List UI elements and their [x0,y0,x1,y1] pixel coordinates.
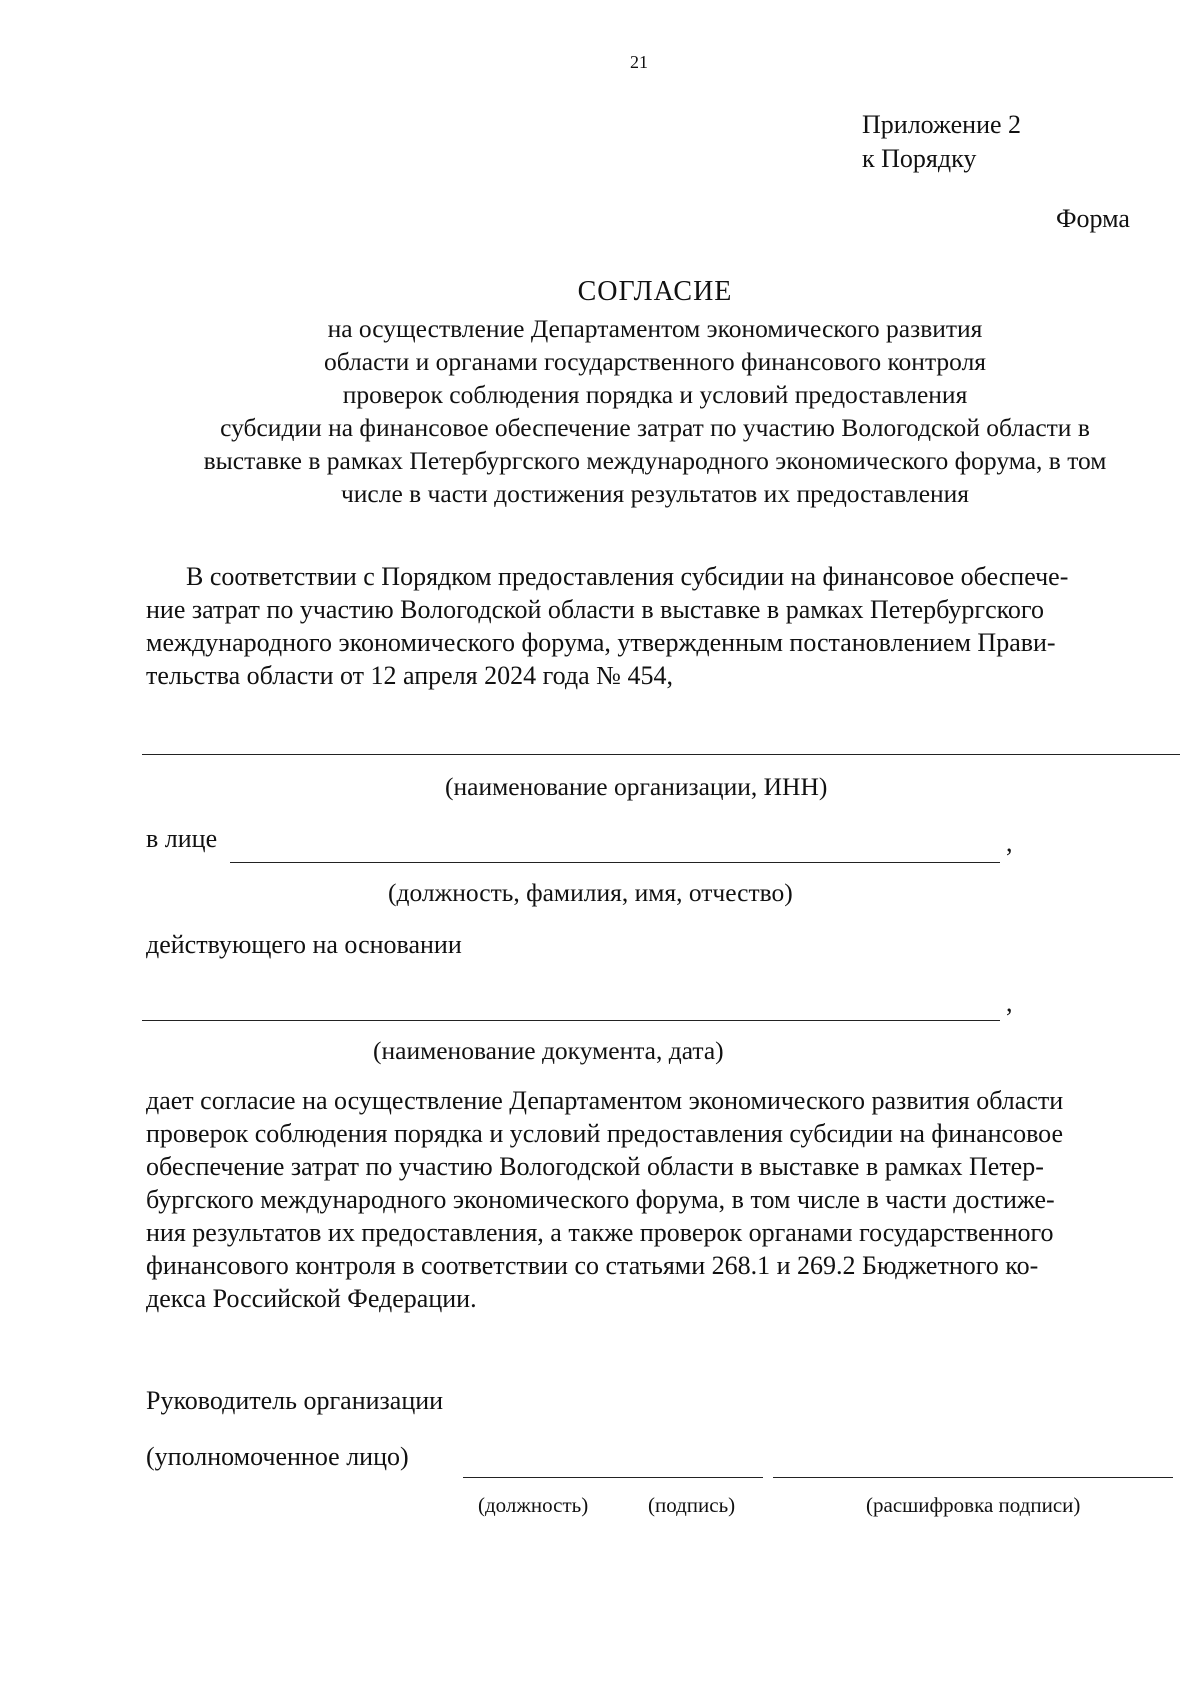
document-caption: (наименование документа, дата) [373,1036,724,1065]
page-number: 21 [630,52,648,72]
consent-line: декса Российской Федерации. [146,1284,477,1313]
intro-line: ние затрат по участию Вологодской области в выставке в рамках Петербургского [146,595,1044,624]
subtitle-line: выставке в рамках Петербургского международного экономического форума, в том [203,446,1107,475]
signature-caption: (подпись) [648,1493,736,1517]
form-label: Форма [1056,204,1130,233]
appendix-line-2: к Порядку [862,144,977,173]
signature-decoding-fill-line[interactable] [773,1477,1173,1478]
authorized-person-label: (уполномоченное лицо) [146,1442,409,1471]
subtitle-line: области и органами государственного финансового контроля [323,347,987,376]
person-fill-line[interactable] [230,862,1000,863]
position-signature-fill-line[interactable] [463,1477,763,1478]
consent-line: бургского международного экономического форума, в том числе в части достиже- [146,1185,1055,1214]
consent-line: дает согласие на осуществление Департаментом экономического развития области [146,1086,1064,1115]
subtitle-line: проверок соблюдения порядка и условий предоставления [342,380,968,409]
position-caption: (должность) [478,1493,589,1517]
organization-fill-line[interactable] [142,754,1180,755]
represented-by-label: в лице [146,824,218,853]
document-title: СОГЛАСИЕ [577,276,733,307]
subtitle-line: числе в части достижения результатов их предоставления [340,479,970,508]
basis-label: действующего на основании [146,930,462,959]
appendix-reference [862,108,1021,176]
document-subtitle [140,312,1170,510]
document-fill-line[interactable] [142,1020,1000,1021]
consent-line: ния результатов их предоставления, а также проверок органами государственного [146,1218,1054,1247]
subtitle-line: на осуществление Департаментом экономического развития [327,314,983,343]
intro-line: В соответствии с Порядком предоставления субсидии на финансовое обеспече- [186,562,1069,591]
organization-caption: (наименование организации, ИНН) [445,772,828,801]
intro-line: тельства области от 12 апреля 2024 года № 454, [146,661,673,690]
intro-line: международного экономического форума, утвержденным постановлением Прави- [146,628,1056,657]
person-caption: (должность, фамилия, имя, отчество) [388,878,793,907]
consent-line: проверок соблюдения порядка и условий предоставления субсидии на финансовое [146,1119,1064,1148]
appendix-line-1: Приложение 2 [862,110,1022,139]
intro-paragraph [146,560,1166,692]
subtitle-line: субсидии на финансовое обеспечение затрат по участию Вологодской области в [220,413,1090,442]
consent-line: обеспечение затрат по участию Вологодской области в выставке в рамках Петер- [146,1152,1044,1181]
comma-mark: , [1006,828,1013,857]
comma-mark: , [1006,988,1013,1017]
consent-line: финансового контроля в соответствии со статьями 268.1 и 269.2 Бюджетного ко- [146,1251,1039,1280]
signature-decoding-caption: (расшифровка подписи) [866,1493,1081,1517]
consent-paragraph [146,1084,1166,1315]
head-of-organization-label: Руководитель организации [146,1386,444,1415]
